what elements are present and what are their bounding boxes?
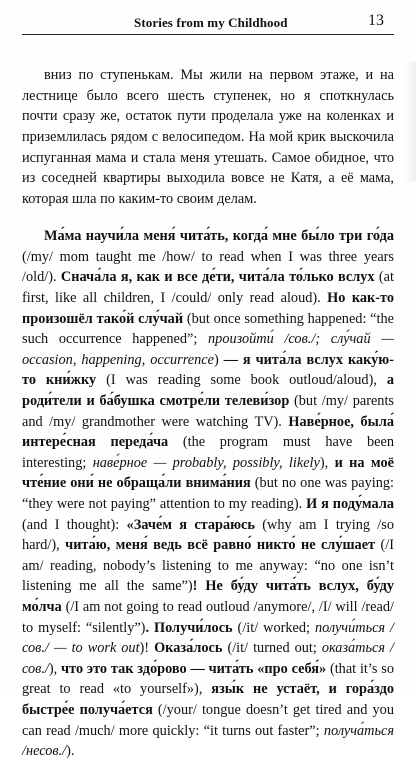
english-gloss: (/it/ turned out; [222, 640, 322, 657]
russian-text: а роди́тели и ба́бушка смотре́ли телеви́зор [22, 372, 394, 410]
russian-text: Ма́ма научи́ла меня́ чита́ть, когда́ мне бы́ло три го́да [44, 228, 394, 245]
page-number: 13 [368, 12, 384, 29]
english-gloss: (/your/ tongue doesn’t get tired and you can read /much/ more quickly: “it turns out faster”; [22, 701, 394, 739]
english-gloss: (I was reading some book outloud/aloud), [96, 372, 387, 389]
russian-text: Наве́рное, была́ интере́сная переда́ча [22, 413, 394, 451]
russian-text: «Заче́м я стара́юсь [126, 516, 255, 533]
paragraph-story: вниз по ступенькам. Мы жили на первом этаже, и на лестнице было всего шесть ступенек, но я споткнулась почти сразу же, остаток пути проделала уже на коленках и приземлилась рядом с велосипедом. На мой крик выскочила испуганная мама и стала меня утешать. Самое обидное, что из соседней квартиры выходила вовсе не Катя, а её мама, которая шла по каким-то своим делам. [22, 67, 394, 207]
english-gloss: ). [66, 743, 75, 760]
english-gloss: )! [139, 640, 155, 657]
page-header [22, 8, 394, 35]
english-gloss: (/I am/ reading, nobody’s listening to me anyway: “no one isn’t listening me all the same”) [22, 537, 394, 595]
russian-text: . Получи́лось [145, 619, 233, 636]
english-gloss: (that it’s so great to read «to yourself»), [22, 660, 394, 698]
russian-text: Снача́ла я, как и все де́ти, чита́ла то́лько вслух [60, 269, 375, 286]
english-gloss: (but /my/ parents and /my/ grandmother were watching TV). [22, 393, 394, 430]
english-gloss: (why am I trying /so hard/), [22, 516, 394, 554]
running-title: Stories from my Childhood [134, 15, 288, 30]
russian-text: и на моё чте́ние они́ не обраща́ли внима́ния [22, 454, 394, 492]
vocabulary-note: оказа́ться /сов./ [22, 640, 394, 677]
english-gloss: (/I am not going to read outloud /anymore/, /I/ will /read/ to myself: “silently”) [22, 598, 394, 636]
english-gloss: (the program must have been interesting; [22, 434, 394, 471]
english-gloss: ), [48, 660, 62, 677]
show-through-shading [404, 62, 416, 182]
russian-text: ! Не бу́ду чита́ть вслух, бу́ду мо́лча [22, 578, 394, 615]
russian-text: язы́к не устаёт, и гора́здо быстре́е получа́ется [22, 681, 394, 718]
russian-text: — я чита́ла вслух каку́ю-то кни́жку [22, 351, 394, 389]
english-gloss: (/my/ mom taught me /how/ to read when I was three years /old/). [22, 248, 394, 286]
vocabulary-note: получа́ться /несов./ [22, 722, 394, 760]
english-gloss: (but no one was paying: “they were not paying” attention to my reading). [22, 475, 394, 513]
vocabulary-note: получи́ться /сов./ — to work out [22, 619, 394, 657]
english-gloss: (/it/ worked; [232, 619, 315, 636]
paragraph-annotated [22, 226, 394, 761]
english-gloss: (but once something happened: “the such occurrence happened”; [22, 310, 394, 348]
russian-text: чита́ю, меня́ ведь всё равно́ никто́ не слу́шает [65, 537, 376, 554]
russian-text: Но как-то произошёл тако́й слу́чай [22, 290, 394, 327]
russian-text: Оказа́лось [154, 640, 223, 657]
english-gloss: ) [213, 351, 224, 368]
russian-text: И я поду́мала [306, 496, 394, 513]
vocabulary-note: наве́рное — probably, possibly, likely [92, 454, 320, 471]
english-gloss: (at first, like all children, I /could/ only read aloud). [22, 269, 394, 307]
english-gloss: (and I thought): [22, 516, 127, 533]
russian-text: что это так здо́рово — чита́ть «про себя́» [61, 660, 327, 677]
english-gloss: ), [319, 454, 335, 471]
vocabulary-note: произойти́ /сов./; слу́чай — occasion, happening, occurrence [22, 331, 394, 368]
